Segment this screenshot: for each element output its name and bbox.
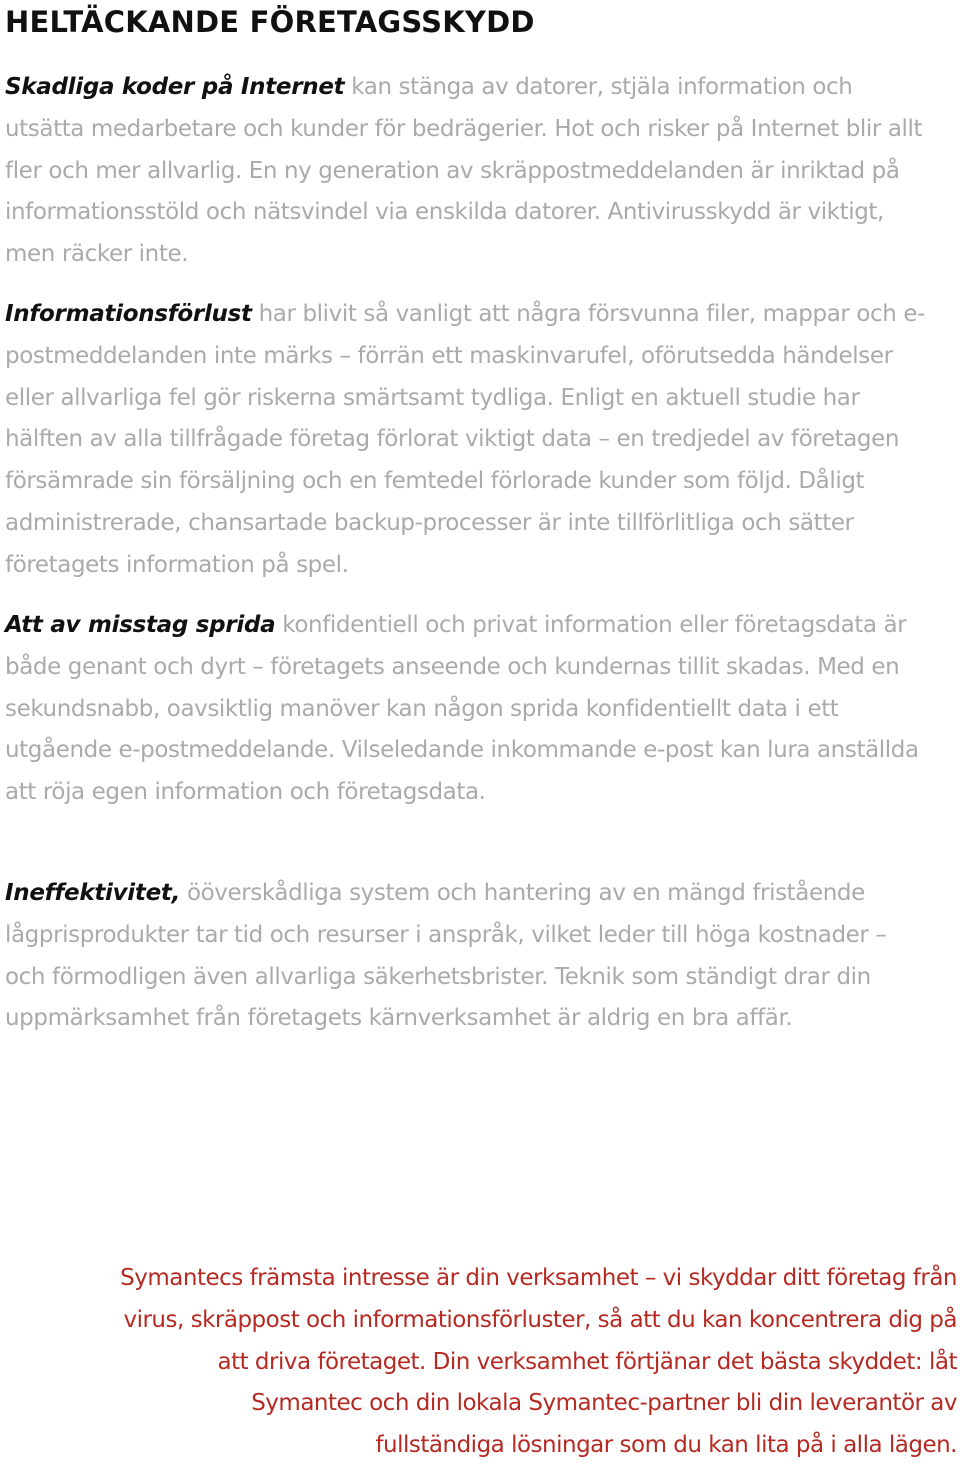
page-title: HELTÄCKANDE FÖRETAGSSKYDD xyxy=(5,5,535,39)
closing-statement: Symantecs främsta intresse är din verksamhet – vi skyddar ditt företag från virus, skräppost och informationsförluster, så att du kan koncentrera dig på att driva företaget. Din verksamhet förtjänar det bästa skyddet: låt Symantec och din lokala Symantec-partner bli din leverantör av fullständiga lösningar som du kan lita på i alla lägen. xyxy=(120,1265,957,1459)
paragraph-lead: Att av misstag sprida xyxy=(5,612,276,638)
paragraph-lead: Informationsförlust xyxy=(5,301,252,327)
paragraph-body: har blivit så vanligt att några försvunna filer, mappar och e-postmeddelanden inte märks – förrän ett maskinvarufel, oförutsedda händelser eller allvarliga fel gör riskerna smärtsamt tydliga. Enligt en aktuell studie har hälften av alla tillfrågade företag förlorat viktigt data – en tredjedel av företagen försämrade sin försäljning och en femtedel förlorade kunder som följd. Dåligt administrerade, chansartade backup-processer är inte tillförlitliga och sätter företagets information på spel. xyxy=(5,301,926,578)
paragraph-information-loss xyxy=(5,294,925,587)
paragraph-lead: Ineffektivitet, xyxy=(5,880,181,906)
paragraph-lead: Skadliga koder på Internet xyxy=(5,74,345,100)
paragraph-inefficiency xyxy=(5,873,925,1040)
paragraph-malicious-code xyxy=(5,67,925,276)
paragraph-accidental-leak xyxy=(5,605,925,814)
paragraph-body: konfidentiell och privat information eller företagsdata är både genant och dyrt – företagets anseende och kundernas tillit skadas. Med en sekundsnabb, oavsiktlig manöver kan någon sprida konfidentiellt data i ett utgående e-postmeddelande. Vilseledande inkommande e-post kan lura anställda att röja egen information och företagsdata. xyxy=(5,612,919,806)
paragraph-body: ööverskådliga system och hantering av en mängd fristående lågprisprodukter tar tid och resurser i anspråk, vilket leder till höga kostnader – och förmodligen även allvarliga säkerhetsbrister. Teknik som ständigt drar din uppmärksamhet från företagets kärnverksamhet är aldrig en bra affär. xyxy=(5,880,887,1032)
paragraph-body: kan stänga av datorer, stjäla information och utsätta medarbetare och kunder för bedrägerier. Hot och risker på Internet blir allt fler och mer allvarlig. En ny generation av skräppostmeddelanden är inriktad på informationsstöld och nätsvindel via enskilda datorer. Antivirusskydd är viktigt, men räcker inte. xyxy=(5,74,923,268)
